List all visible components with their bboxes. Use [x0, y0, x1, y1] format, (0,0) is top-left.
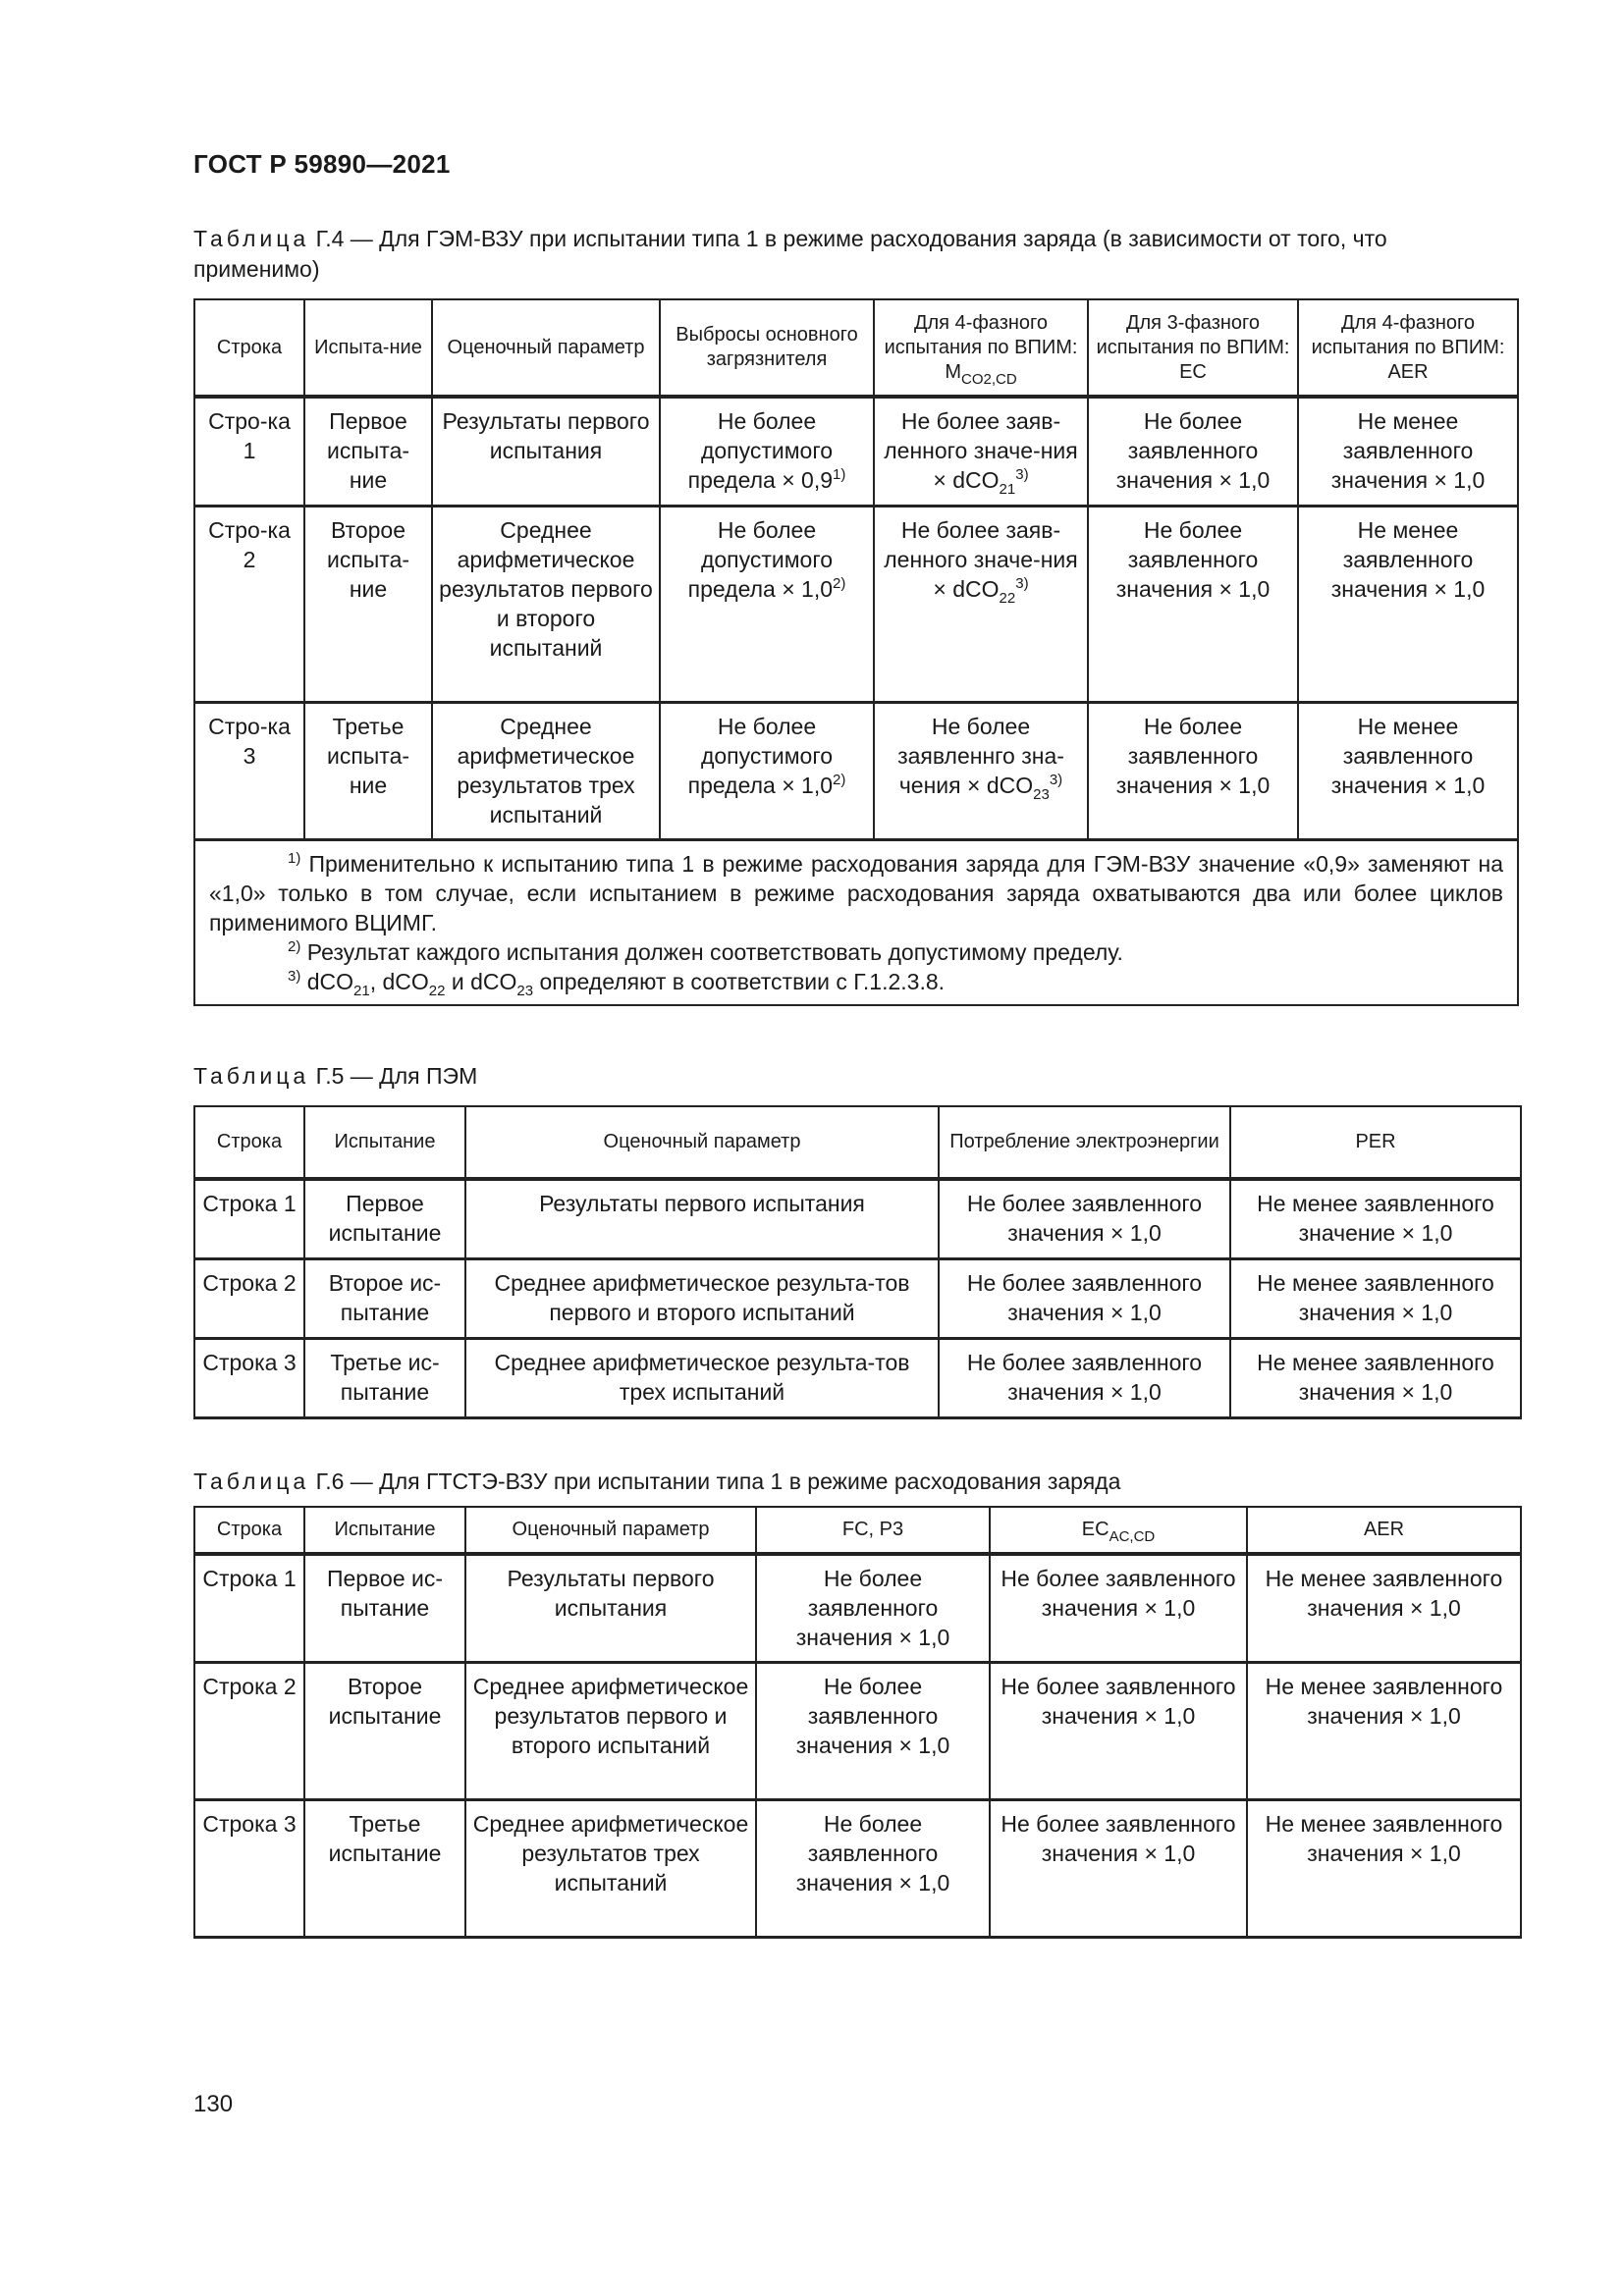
caption-text: Г.4 — Для ГЭМ-ВЗУ при испытании типа 1 в режиме расходования заряда (в зависимости от того, что применимо)	[193, 226, 1387, 282]
table-cell: Не более заявленного значения × 1,0	[939, 1179, 1230, 1258]
cell-text: Не более заяв-ленного значе-ния × dCO	[884, 516, 1078, 602]
cell-subscript: 21	[999, 481, 1016, 498]
table-row	[194, 1258, 1521, 1338]
table-cell: Не более заявленного значения × 1,0	[1088, 702, 1298, 839]
header-cell	[874, 299, 1088, 397]
footnote-ref: 2)	[833, 574, 846, 592]
table-cell: Не более заявленного значения × 1,0	[939, 1258, 1230, 1338]
table-cell: Не менее заявленного значения × 1,0	[1298, 506, 1518, 702]
table-row	[194, 1179, 1521, 1258]
table-cell: Стро-ка 3	[194, 702, 304, 839]
table-row	[194, 1799, 1521, 1937]
table-cell: Результаты первого испытания	[465, 1179, 939, 1258]
table-cell: Строка 3	[194, 1799, 304, 1937]
header-subscript: CO2,CD	[960, 370, 1017, 388]
header-cell: Потребление электроэнергии	[939, 1106, 1230, 1179]
table-cell: Не более заявленного значения × 1,0	[756, 1799, 990, 1937]
footnote-text: Результат каждого испытания должен соответствовать допустимому пределу.	[300, 938, 1123, 965]
header-text: EC	[1081, 1519, 1109, 1540]
table-cell: Второе испытание	[304, 1662, 465, 1799]
header-cell: AER	[1247, 1507, 1521, 1554]
table-cell: Третье ис-пытание	[304, 1338, 465, 1417]
table-cell: Не менее заявленного значения × 1,0	[1298, 702, 1518, 839]
header-cell: Строка	[194, 299, 304, 397]
table-cell: Среднее арифметическое результатов трех испытаний	[465, 1799, 756, 1937]
header-cell	[990, 1507, 1247, 1554]
header-cell: Для 3-фазного испытания по ВПИМ: EC	[1088, 299, 1298, 397]
caption-text: Г.5 — Для ПЭМ	[309, 1063, 478, 1089]
header-cell: Испытание	[304, 1106, 465, 1179]
footnote-subscript: 23	[516, 982, 534, 999]
table-cell: Не менее заявленного значения × 1,0	[1247, 1799, 1521, 1937]
table-g6-caption	[193, 1467, 1515, 1497]
footnote-2	[209, 937, 1503, 967]
header-cell: Испыта-ние	[304, 299, 432, 397]
footnote-ref: 3)	[1015, 574, 1029, 592]
footnote-1	[209, 849, 1503, 937]
table-header-row	[194, 1106, 1521, 1179]
footnote-text: определяют в соответствии с Г.1.2.3.8.	[533, 968, 946, 994]
table-cell: Не менее заявленного значения × 1,0	[1247, 1554, 1521, 1662]
footnote-ref: 2)	[833, 771, 846, 788]
table-cell: Третье испыта-ние	[304, 702, 432, 839]
cell-text: Не более заявленнго зна-чения × dCO	[897, 713, 1064, 798]
table-cell: Не более заявленного значения × 1,0	[756, 1554, 990, 1662]
table-row	[194, 397, 1518, 506]
table-cell: Строка 3	[194, 1338, 304, 1417]
header-cell: Оценочный параметр	[465, 1507, 756, 1554]
header-subscript: AC,CD	[1109, 1528, 1156, 1545]
table-row	[194, 1554, 1521, 1662]
table-cell: Не более заявленного значения × 1,0	[990, 1799, 1247, 1937]
table-cell: Не более заявленного значения × 1,0	[1088, 397, 1298, 506]
table-cell: Среднее арифметическое результатов трех испытаний	[432, 702, 660, 839]
table-cell: Не более заявленного значения × 1,0	[1088, 506, 1298, 702]
table-g5	[193, 1105, 1522, 1419]
table-cell: Стро-ка 2	[194, 506, 304, 702]
cell-subscript: 23	[1033, 785, 1050, 803]
header-cell: Выбросы основного загрязнителя	[660, 299, 874, 397]
header-cell: Для 4-фазного испытания по ВПИМ: AER	[1298, 299, 1518, 397]
caption-word: Таблица	[193, 1468, 310, 1494]
header-cell: Испытание	[304, 1507, 465, 1554]
table-cell: Не менее заявленного значения × 1,0	[1230, 1338, 1521, 1417]
table-cell	[660, 702, 874, 839]
table-cell: Третье испытание	[304, 1799, 465, 1937]
footnote-text: и dCO	[445, 968, 517, 994]
header-cell: Строка	[194, 1106, 304, 1179]
table-cell: Среднее арифметическое результатов первого и второго испытаний	[465, 1662, 756, 1799]
table-cell: Не менее заявленного значение × 1,0	[1230, 1179, 1521, 1258]
cell-text: Не более допустимого предела × 1,0	[687, 516, 834, 602]
header-cell: FC, P3	[756, 1507, 990, 1554]
footnote-subscript: 21	[353, 982, 370, 999]
table-cell: Не более заявленного значения × 1,0	[990, 1662, 1247, 1799]
table-g5-caption	[193, 1061, 1515, 1092]
footnote-subscript: 22	[428, 982, 446, 999]
table-cell	[874, 506, 1088, 702]
footnote-ref: 1)	[833, 466, 846, 483]
cell-text: Не более допустимого предела × 1,0	[687, 713, 834, 798]
table-row	[194, 702, 1518, 839]
table-notes	[194, 839, 1518, 1005]
table-cell	[874, 397, 1088, 506]
document-header: ГОСТ Р 59890—2021	[193, 149, 451, 179]
header-cell: Оценочный параметр	[432, 299, 660, 397]
table-notes-row	[194, 839, 1518, 1005]
footnote-mark: 1)	[288, 849, 301, 867]
table-cell	[660, 397, 874, 506]
table-cell: Строка 2	[194, 1662, 304, 1799]
table-cell: Строка 2	[194, 1258, 304, 1338]
header-cell: PER	[1230, 1106, 1521, 1179]
header-cell: Оценочный параметр	[465, 1106, 939, 1179]
footnote-ref: 3)	[1015, 466, 1029, 483]
table-cell: Среднее арифметическое результа-тов первого и второго испытаний	[465, 1258, 939, 1338]
footnote-3	[209, 967, 1503, 999]
table-cell: Не более заявленного значения × 1,0	[756, 1662, 990, 1799]
table-cell: Результаты первого испытания	[432, 397, 660, 506]
table-g6	[193, 1506, 1522, 1939]
caption-word: Таблица	[193, 226, 310, 251]
table-cell: Строка 1	[194, 1554, 304, 1662]
caption-word: Таблица	[193, 1063, 310, 1089]
table-row	[194, 506, 1518, 702]
footnote-ref: 3)	[1049, 771, 1063, 788]
table-cell: Не менее заявленного значения × 1,0	[1247, 1662, 1521, 1799]
table-header-row	[194, 299, 1518, 397]
table-cell	[874, 702, 1088, 839]
cell-text: Не более допустимого предела × 0,9	[687, 408, 834, 493]
footnote-text: Применительно к испытанию типа 1 в режиме расходования заряда для ГЭМ-ВЗУ значение «0,9» заменяют на «1,0» только в том случае, если испытанием в режиме расходования заряда охватываются два или более циклов применимого ВЦИМГ.	[209, 850, 1503, 935]
table-cell: Среднее арифметическое результатов первого и второго испытаний	[432, 506, 660, 702]
page-number: 130	[193, 2091, 234, 2117]
table-cell: Второе ис-пытание	[304, 1258, 465, 1338]
cell-text: Не более заяв-ленного значе-ния × dCO	[884, 408, 1078, 493]
table-cell: Не менее заявленного значения × 1,0	[1230, 1258, 1521, 1338]
table-cell: Не менее заявленного значения × 1,0	[1298, 397, 1518, 506]
table-cell: Строка 1	[194, 1179, 304, 1258]
table-cell: Первое испыта-ние	[304, 397, 432, 506]
table-cell: Второе испыта-ние	[304, 506, 432, 702]
cell-subscript: 22	[999, 589, 1016, 607]
table-cell: Среднее арифметическое результа-тов трех испытаний	[465, 1338, 939, 1417]
footnote-mark: 2)	[288, 937, 301, 955]
table-header-row	[194, 1507, 1521, 1554]
footnote-text: , dCO	[369, 968, 429, 994]
caption-text: Г.6 — Для ГТСТЭ-ВЗУ при испытании типа 1 в режиме расходования заряда	[309, 1468, 1121, 1494]
table-cell: Не более заявленного значения × 1,0	[990, 1554, 1247, 1662]
table-cell: Результаты первого испытания	[465, 1554, 756, 1662]
table-cell: Первое ис-пытание	[304, 1554, 465, 1662]
table-row	[194, 1662, 1521, 1799]
table-g4	[193, 298, 1519, 1006]
header-text: Для 4-фазного испытания по ВПИМ: M	[884, 311, 1078, 383]
footnote-mark: 3)	[288, 967, 301, 985]
table-cell: Первое испытание	[304, 1179, 465, 1258]
table-cell	[660, 506, 874, 702]
header-cell: Строка	[194, 1507, 304, 1554]
table-row	[194, 1338, 1521, 1417]
footnote-text: dCO	[300, 968, 354, 994]
table-cell: Не более заявленного значения × 1,0	[939, 1338, 1230, 1417]
table-g4-caption	[193, 224, 1515, 285]
table-cell: Стро-ка 1	[194, 397, 304, 506]
